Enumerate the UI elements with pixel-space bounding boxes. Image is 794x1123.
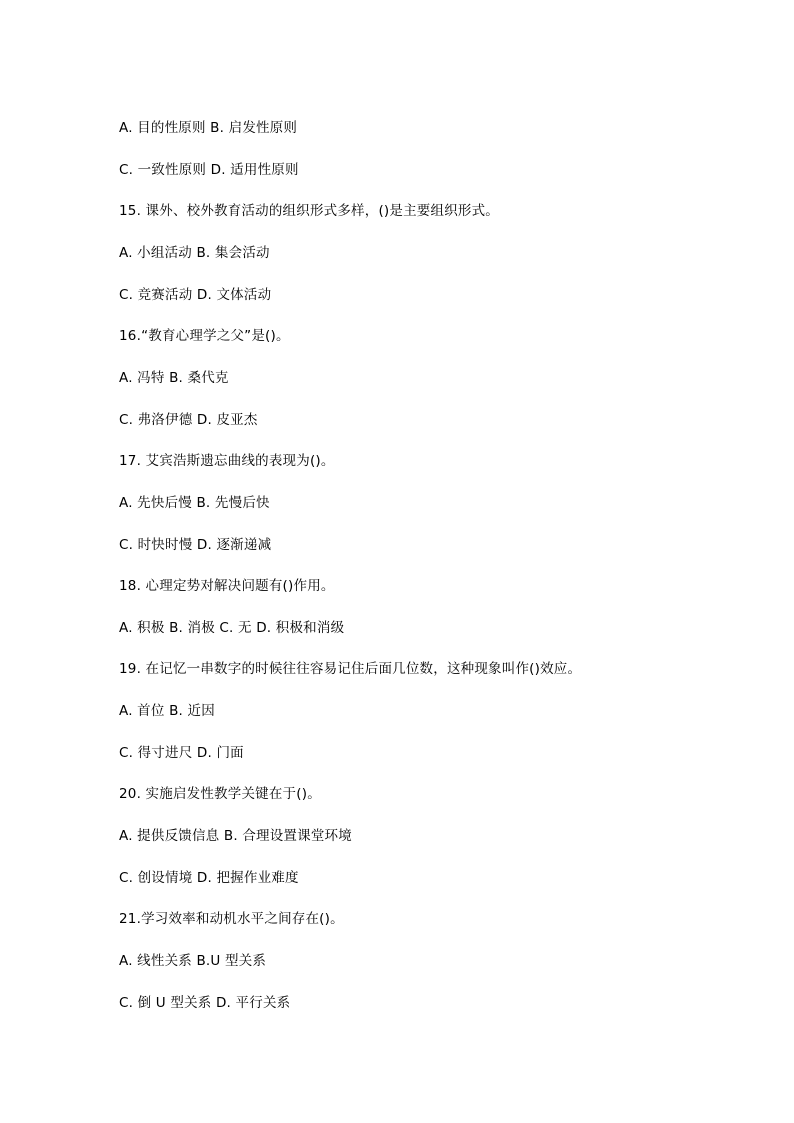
option-line-15-ab: A. 小组活动 B. 集会活动 — [119, 245, 270, 261]
option-line-20-ab: A. 提供反馈信息 B. 合理设置课堂环境 — [119, 828, 352, 844]
option-line-17-ab: A. 先快后慢 B. 先慢后快 — [119, 495, 270, 511]
option-line-21-cd: C. 倒 U 型关系 D. 平行关系 — [119, 995, 291, 1011]
option-line-16-ab: A. 冯特 B. 桑代克 — [119, 370, 229, 386]
option-line-21-ab: A. 线性关系 B.U 型关系 — [119, 953, 267, 969]
question-15: 15. 课外、校外教育活动的组织形式多样，()是主要组织形式。 — [119, 203, 499, 219]
option-line-17-cd: C. 时快时慢 D. 逐渐递减 — [119, 537, 272, 553]
option-line-20-cd: C. 创设情境 D. 把握作业难度 — [119, 870, 299, 886]
option-line-19-cd: C. 得寸进尺 D. 门面 — [119, 745, 244, 761]
option-line-14-ab: A. 目的性原则 B. 启发性原则 — [119, 120, 298, 136]
question-16: 16.“教育心理学之父”是()。 — [119, 328, 290, 344]
option-line-15-cd: C. 竞赛活动 D. 文体活动 — [119, 287, 272, 303]
question-17: 17. 艾宾浩斯遗忘曲线的表现为()。 — [119, 453, 335, 469]
question-18: 18. 心理定势对解决问题有()作用。 — [119, 578, 335, 594]
question-20: 20. 实施启发性教学关键在于()。 — [119, 786, 321, 802]
option-line-18: A. 积极 B. 消极 C. 无 D. 积极和消级 — [119, 620, 345, 636]
option-line-19-ab: A. 首位 B. 近因 — [119, 703, 215, 719]
question-19: 19. 在记忆一串数字的时候往往容易记住后面几位数，这种现象叫作()效应。 — [119, 661, 582, 677]
option-line-14-cd: C. 一致性原则 D. 适用性原则 — [119, 162, 299, 178]
option-line-16-cd: C. 弗洛伊德 D. 皮亚杰 — [119, 412, 258, 428]
question-21: 21.学习效率和动机水平之间存在()。 — [119, 911, 344, 927]
